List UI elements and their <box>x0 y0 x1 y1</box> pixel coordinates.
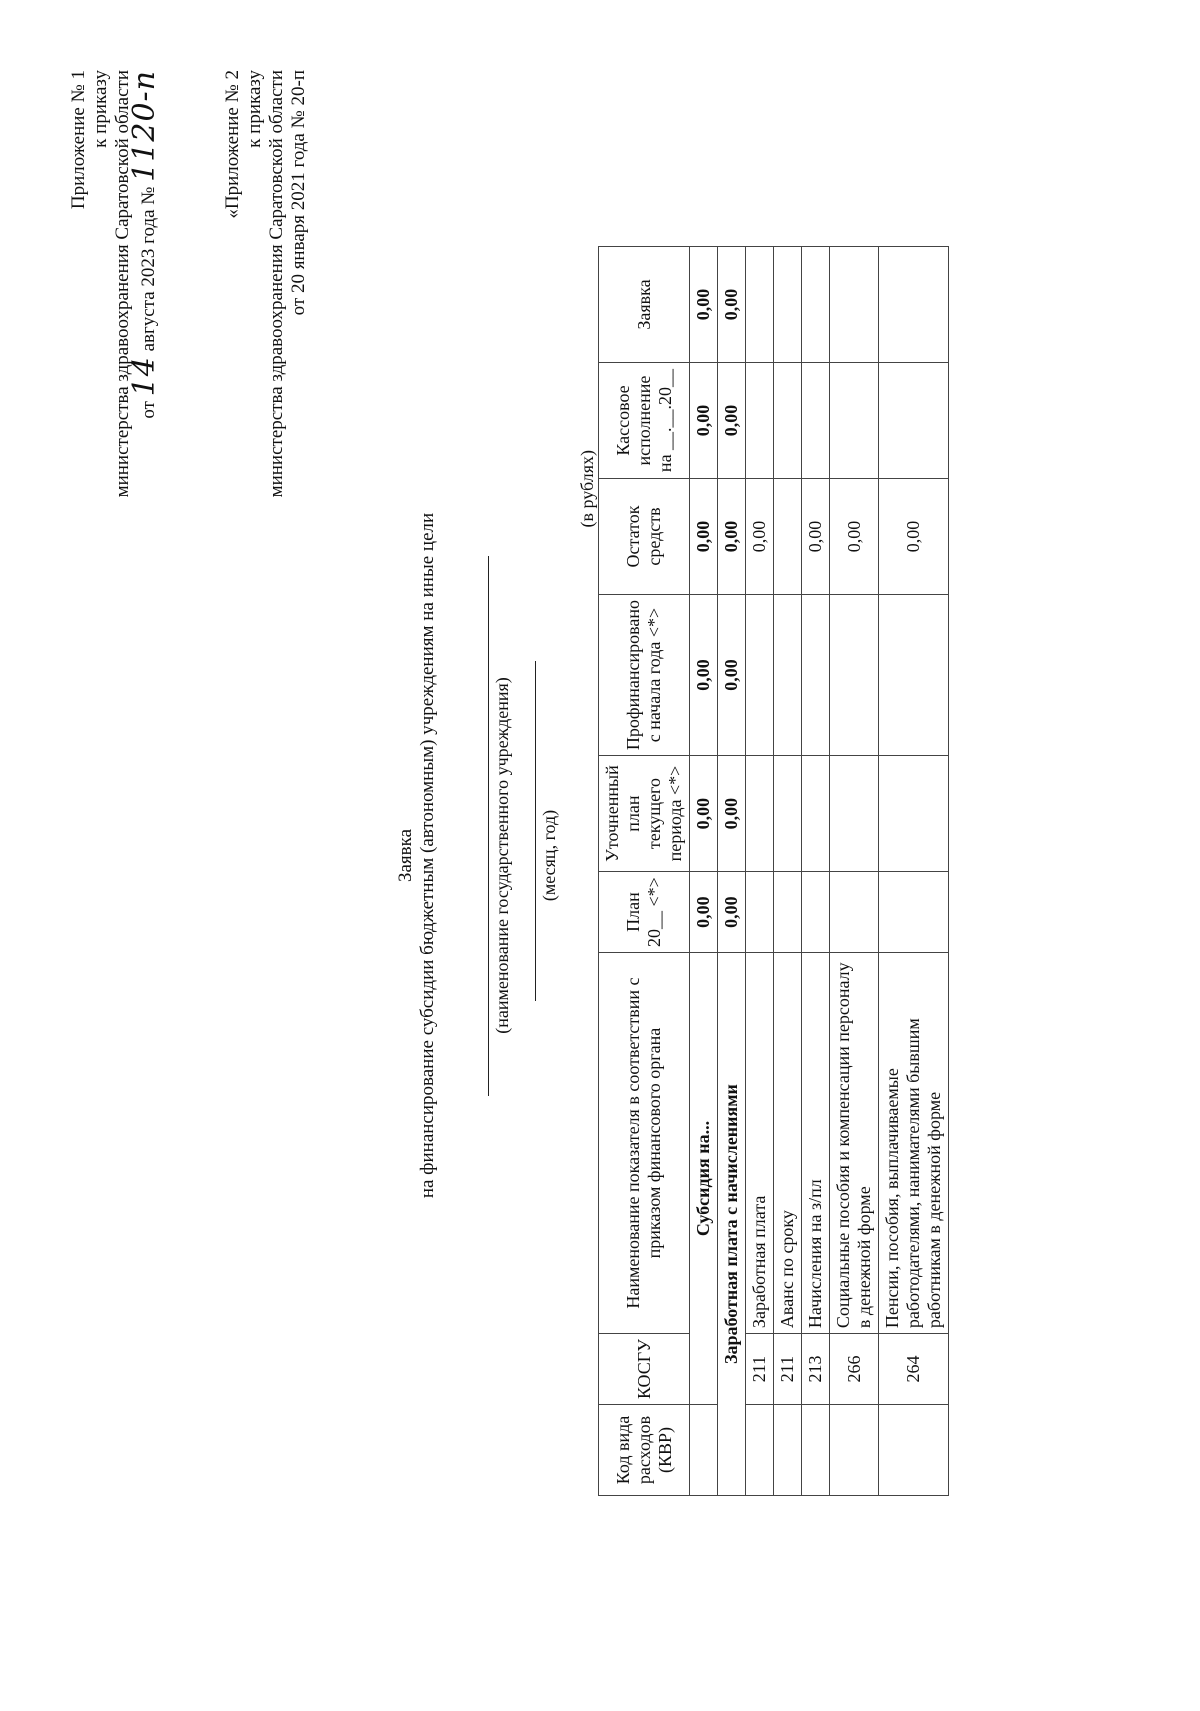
unit-label: (в рублях) <box>577 450 597 528</box>
table-row <box>802 247 830 1496</box>
subsidy-cash: 0,00 <box>690 363 718 479</box>
document-title: Заявка <box>395 828 416 883</box>
period-line <box>535 661 536 1001</box>
header-balance: Остаток средств <box>599 479 690 595</box>
salary-refined-plan: 0,00 <box>718 756 746 872</box>
subsidy-row <box>690 247 718 1496</box>
header-kosgu: КОСГУ <box>599 1334 690 1405</box>
row-balance <box>774 479 802 595</box>
table-row <box>879 247 949 1496</box>
header-kvr: Код вида расходов (КВР) <box>599 1405 690 1496</box>
salary-name: Заработная плата с начислениями <box>718 953 746 1496</box>
salary-row <box>718 247 746 1496</box>
header-request: Заявка <box>599 247 690 363</box>
row-balance: 0,00 <box>830 479 879 595</box>
institution-caption: (наименование государственного учреждения) <box>492 677 512 1034</box>
subsidy-request: 0,00 <box>690 247 718 363</box>
appendix-2-order-ref: к приказу <box>244 70 265 148</box>
salary-cash: 0,00 <box>718 363 746 479</box>
period-caption: (месяц, год) <box>539 809 559 902</box>
row-kosgu: 213 <box>802 1334 830 1405</box>
date-prefix: от <box>138 401 159 419</box>
handwritten-day: 14 <box>127 356 162 397</box>
institution-name-line <box>488 556 489 1096</box>
row-balance: 0,00 <box>879 479 949 595</box>
subsidy-financed: 0,00 <box>690 595 718 756</box>
salary-financed: 0,00 <box>718 595 746 756</box>
subsidy-refined-plan: 0,00 <box>690 756 718 872</box>
salary-plan: 0,00 <box>718 872 746 953</box>
header-cash: Кассовое исполнение на __.__.20__ <box>599 363 690 479</box>
appendix-1-ministry: министерства здравоохранения Саратовской области <box>112 70 133 498</box>
table-row <box>830 247 879 1496</box>
header-refined-plan: Уточненный план текущего периода <*> <box>599 756 690 872</box>
row-kosgu: 264 <box>879 1334 949 1405</box>
table-row <box>746 247 774 1496</box>
table-row <box>774 247 802 1496</box>
table-header-row <box>599 247 690 1496</box>
row-name: Начисления на з/пл <box>802 953 830 1334</box>
row-name: Пенсии, пособия, выплачиваемые работодателями, нанимателями бывшим работникам в денежной форме <box>879 953 949 1334</box>
appendix-2-ministry: министерства здравоохранения Саратовской области <box>266 70 287 498</box>
appendix-1-order-ref: к приказу <box>90 70 111 148</box>
row-name: Социальные пособия и компенсации персоналу в денежной форме <box>830 953 879 1334</box>
appendix-2-title: «Приложение № 2 <box>222 70 243 219</box>
header-financed: Профинансировано с начала года <*> <box>599 595 690 756</box>
date-middle: августа 2023 года № <box>138 186 159 352</box>
appendix-2-header <box>222 70 310 497</box>
document-heading <box>395 0 439 1711</box>
header-plan: План 20__ <*> <box>599 872 690 953</box>
salary-request: 0,00 <box>718 247 746 363</box>
subsidy-plan: 0,00 <box>690 872 718 953</box>
appendix-2-date: от 20 января 2021 года № 20-п <box>288 70 309 316</box>
row-kosgu: 266 <box>830 1334 879 1405</box>
request-table <box>598 246 949 1496</box>
header-name: Наименование показателя в соответствии с приказом финансового органа <box>599 953 690 1334</box>
row-name: Аванс по сроку <box>774 953 802 1334</box>
salary-balance: 0,00 <box>718 479 746 595</box>
row-balance: 0,00 <box>746 479 774 595</box>
row-kosgu: 211 <box>774 1334 802 1405</box>
row-kosgu: 211 <box>746 1334 774 1405</box>
subsidy-balance: 0,00 <box>690 479 718 595</box>
appendix-1-title: Приложение № 1 <box>68 70 89 210</box>
document-subtitle: на финансирование субсидии бюджетным (автономным) учреждениям на иные цели <box>417 512 438 1199</box>
appendix-1-date <box>127 70 162 497</box>
appendix-1-header <box>68 70 160 497</box>
row-name: Заработная плата <box>746 953 774 1334</box>
subsidy-kvr <box>690 1405 718 1496</box>
subsidy-name: Субсидия на... <box>690 953 718 1405</box>
handwritten-order-number: 1120-п <box>127 70 162 182</box>
row-balance: 0,00 <box>802 479 830 595</box>
